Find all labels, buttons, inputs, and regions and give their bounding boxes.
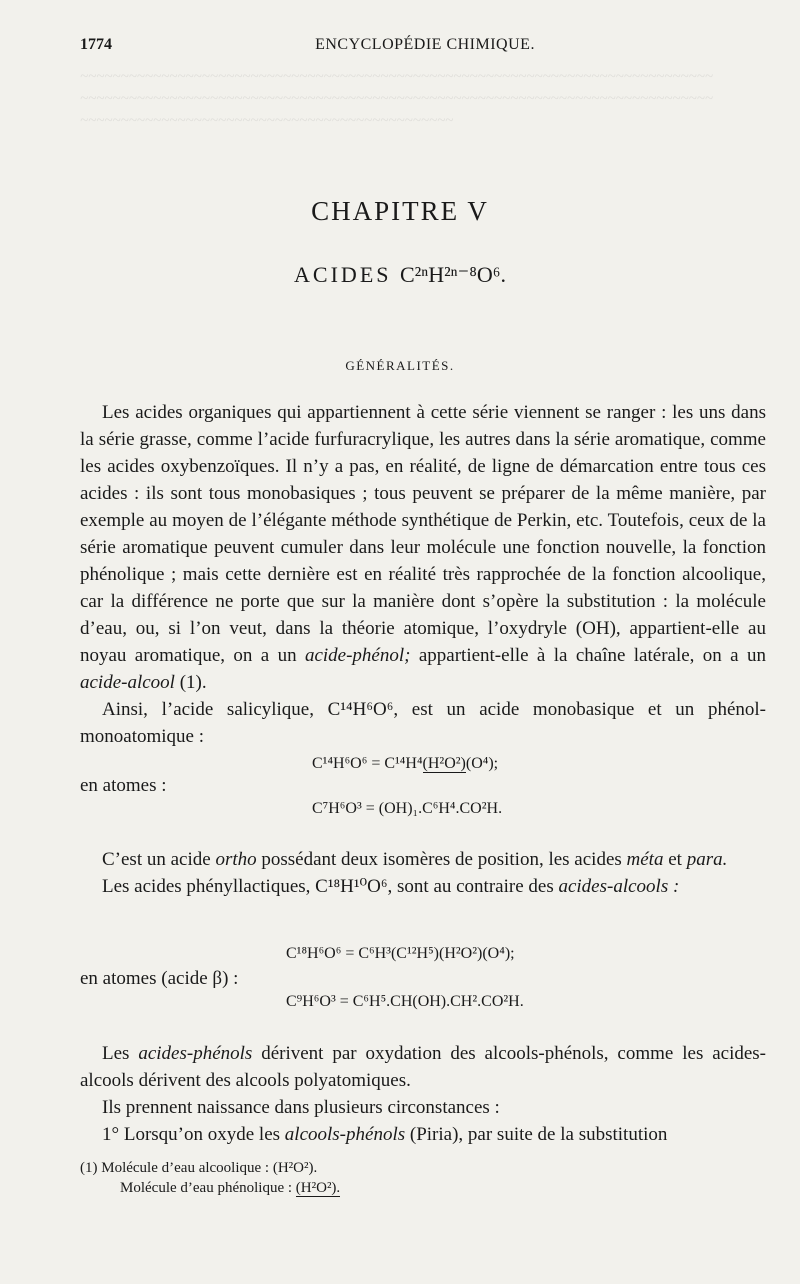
paragraph-acides-phenols: Les acides-phénols dérivent par oxydation des alcools-phénols, comme les acides-alcools dérivent des alcools polyatomiques. Ils prennent naissance dans plusieurs circonstances : 1° Lorsqu’on oxyde les alcools-phénols (Piria), par suite de la substitution [80, 1043, 767, 1145]
running-head [80, 36, 770, 58]
label-atomes-beta: en atomes (acide β) : [80, 968, 239, 989]
chapter-title: CHAPITRE V [311, 196, 489, 226]
italic-term: alcools-phénols [284, 1124, 406, 1145]
paragraph-ortho: C’est un acide ortho possédant deux isomères de position, les acides méta et para. Les acides phényllactiques, C¹⁸H¹⁰O⁶, sont au contraire des acides-alcools : [102, 849, 728, 897]
formula-salicylic-equivalents: C¹⁴H⁶O⁶ = C¹⁴H⁴(H²O²)(O⁴); [312, 755, 499, 772]
italic-term: méta [626, 849, 664, 870]
formula-phenyllactic-equivalents: C¹⁸H⁶O⁶ = C⁶H³(C¹²H⁵)(H²O²)(O⁴); [286, 945, 515, 962]
formula-salicylic-atoms: C⁷H⁶O³ = (OH)₁.C⁶H⁴.CO²H. [312, 800, 503, 817]
subtitle-prefix: ACIDES [294, 262, 392, 287]
section-title: GÉNÉRALITÉS. [345, 358, 455, 373]
page-number: 1774 [80, 36, 112, 53]
paragraph-text: appartient-elle à la chaîne latérale, on a un [418, 645, 766, 666]
italic-term: ortho [215, 849, 257, 870]
italic-term: para. [686, 849, 728, 870]
italic-term: acides-phénols [138, 1043, 253, 1064]
underlined-group: (H²O²). [295, 1180, 341, 1196]
chapter-subtitle [0, 262, 800, 288]
paragraph-text: (1). [179, 672, 207, 693]
label-atomes: en atomes : [80, 775, 167, 796]
italic-term: acides-alcools : [558, 876, 680, 897]
paragraph-text: Les acides organiques qui appartiennent à cette série viennent se ranger : les uns dans la série grasse, comme l’acide furfuracrylique, les autres dans la série aromatique, comme les acides oxybenzoïques. Il n’y a pas, en réalité, de ligne de démarcation entre tous ces acides : ils sont tous monobasiques ; tous peuvent se préparer de la même manière, par exemple au moyen de l’élégante méthode synthétique de Perkin, etc. Toutefois, ceux de la série aromatique peuvent cumuler dans leur molécule une fonction nouvelle, la fonction phénolique ; mais cette dernière est en réalité très rapprochée de la fonction alcoolique, car la différence ne porte que sur la manière dont s’opère la substitution : la molécule d’eau, ou, si l’on veut, dans la théorie atomique, l’oxydryle (OH), appartient-elle au noyau aromatique, on a un [80, 402, 766, 666]
footnote-1: (1) Molécule d’eau alcoolique : (H²O²). [80, 1160, 318, 1176]
book-title: ENCYCLOPÉDIE CHIMIQUE. [315, 36, 535, 53]
paragraph-intro [80, 399, 766, 750]
paragraph-text: Ainsi, l’acide salicylique, C¹⁴H⁶O⁶, est un acide monobasique et un phénol-monoatomique : [80, 699, 766, 747]
subtitle-formula: C²ⁿH²ⁿ⁻⁸O⁶. [400, 262, 506, 287]
italic-term: acide-alcool [80, 672, 175, 693]
formula-phenyllactic-atoms: C⁹H⁶O³ = C⁶H⁵.CH(OH).CH².CO²H. [286, 993, 524, 1010]
footnote-2: Molécule d’eau phénolique : (H²O²). [120, 1180, 341, 1196]
underlined-group: (H²O²) [422, 755, 466, 772]
show-through-text: ~~~~~~~~~~~~~~~~~~~~~~~~~~~~~~~~~~~~~~~~~~~~~~~~~~~~~~~~~~~~~~~~~~~~~~~~~~~~~~ ~~~~~~~~~~~~~~~~~~~~~~~~~~~~~~~~~~~~~~~~~~~~~~~~~~~~~~~~~~~~~~~~~~~~~~~~~~~~~~ ~~~~~~~~~~~~~~~~~~~~~~~~~~~~~~~~~~~~~~~~~~~~~~ [80, 69, 713, 129]
italic-term: acide-phénol; [304, 645, 411, 666]
